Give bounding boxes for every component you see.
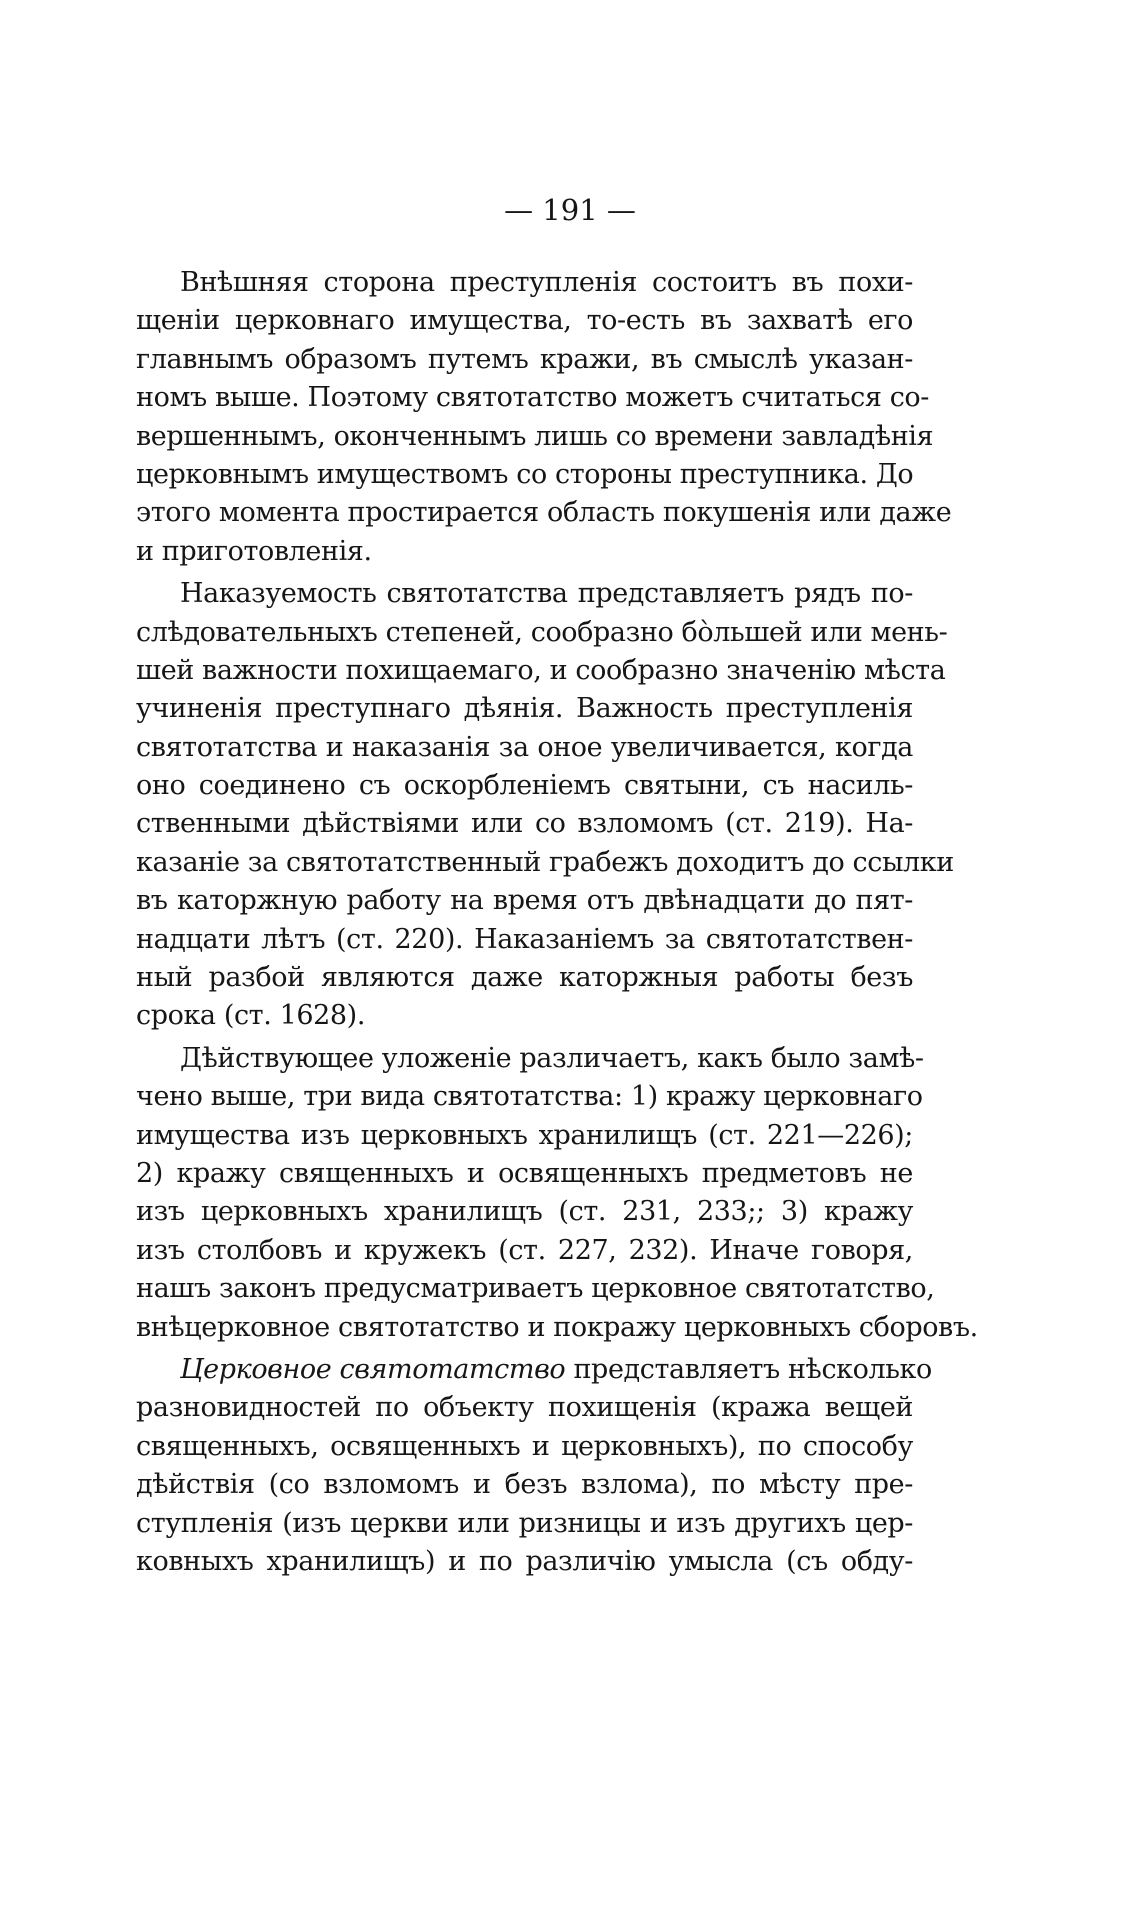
text-line: изъ церковныхъ хранилищъ (ст. 231, 233;; 3) кражу bbox=[136, 1196, 913, 1228]
text-line-rest: представляетъ нѣсколько bbox=[565, 1353, 932, 1385]
text-line: вершеннымъ, оконченнымъ лишь со времени завладѣнія bbox=[136, 420, 934, 452]
text-line: учиненія преступнаго дѣянія. Важность преступленія bbox=[136, 693, 913, 725]
text-line: ный разбой являются даже каторжныя работы безъ bbox=[136, 962, 913, 994]
text-line: святотатства и наказанія за оное увеличивается, когда bbox=[136, 731, 913, 763]
text-line: ственными дѣйствіями или со взломомъ (ст. 219). На- bbox=[136, 808, 913, 840]
text-line: Дѣйствующее уложеніе различаетъ, какъ было замѣ- bbox=[180, 1042, 924, 1074]
text-line bbox=[136, 1351, 932, 1389]
text-line: казаніе за святотатственный грабежъ доходитъ до ссылки bbox=[136, 846, 954, 878]
text-line: въ каторжную работу на время отъ двѣнадцати до пят- bbox=[136, 885, 913, 917]
text-line: чено выше, три вида святотатства: 1) кражу церковнаго bbox=[136, 1081, 923, 1113]
paragraph-3 bbox=[136, 1040, 978, 1347]
text-line: разновидностей по объекту похищенія (кража вещей bbox=[136, 1392, 913, 1424]
body-text bbox=[136, 264, 978, 1581]
paragraph-1 bbox=[136, 264, 952, 571]
text-line: и приготовленія. bbox=[136, 535, 372, 567]
text-line: ступленія (изъ церкви или ризницы и изъ другихъ цер- bbox=[136, 1507, 913, 1539]
text-line: слѣдовательныхъ степеней, сообразно бо̀льшей или мень- bbox=[136, 616, 948, 648]
page-number: — 191 — bbox=[504, 193, 636, 227]
text-line: нашъ законъ предусматриваетъ церковное святотатство, bbox=[136, 1273, 935, 1305]
text-line: главнымъ образомъ путемъ кражи, въ смыслѣ указан- bbox=[136, 343, 913, 375]
text-line: срока (ст. 1628). bbox=[136, 1000, 366, 1032]
text-line: ковныхъ хранилищъ) и по различію умысла (съ обду- bbox=[136, 1545, 913, 1577]
text-line: имущества изъ церковныхъ хранилищъ (ст. 221—226); bbox=[136, 1119, 913, 1151]
text-line: надцати лѣтъ (ст. 220). Наказаніемъ за святотатствен- bbox=[136, 923, 913, 955]
text-line: церковнымъ имуществомъ со стороны преступника. До bbox=[136, 458, 914, 490]
text-line: этого момента простирается область покушенія или даже bbox=[136, 497, 952, 529]
text-line: номъ выше. Поэтому святотатство можетъ считаться со- bbox=[136, 382, 929, 414]
text-line: изъ столбовъ и кружекъ (ст. 227, 232). Иначе говоря, bbox=[136, 1234, 913, 1266]
text-line: 2) кражу священныхъ и освященныхъ предметовъ не bbox=[136, 1157, 913, 1189]
text-line: священныхъ, освященныхъ и церковныхъ), по способу bbox=[136, 1430, 913, 1462]
italic-term: Церковное святотатство bbox=[180, 1353, 566, 1385]
paragraph-2 bbox=[136, 575, 954, 1036]
text-line: Наказуемость святотатства представляетъ рядъ по- bbox=[180, 578, 913, 610]
text-line: щеніи церковнаго имущества, то-есть въ захватѣ его bbox=[136, 305, 913, 337]
text-line: дѣйствія (со взломомъ и безъ взлома), по мѣсту пре- bbox=[136, 1469, 913, 1501]
text-line: шей важности похищаемаго, и сообразно значенію мѣста bbox=[136, 654, 946, 686]
text-line: Внѣшняя сторона преступленія состоитъ въ похи- bbox=[180, 267, 913, 298]
text-line: внѣцерковное святотатство и покражу церковныхъ сборовъ. bbox=[136, 1311, 978, 1343]
paragraph-4 bbox=[136, 1351, 932, 1581]
text-line: оно соединено съ оскорбленіемъ святыни, съ насиль- bbox=[136, 770, 913, 802]
